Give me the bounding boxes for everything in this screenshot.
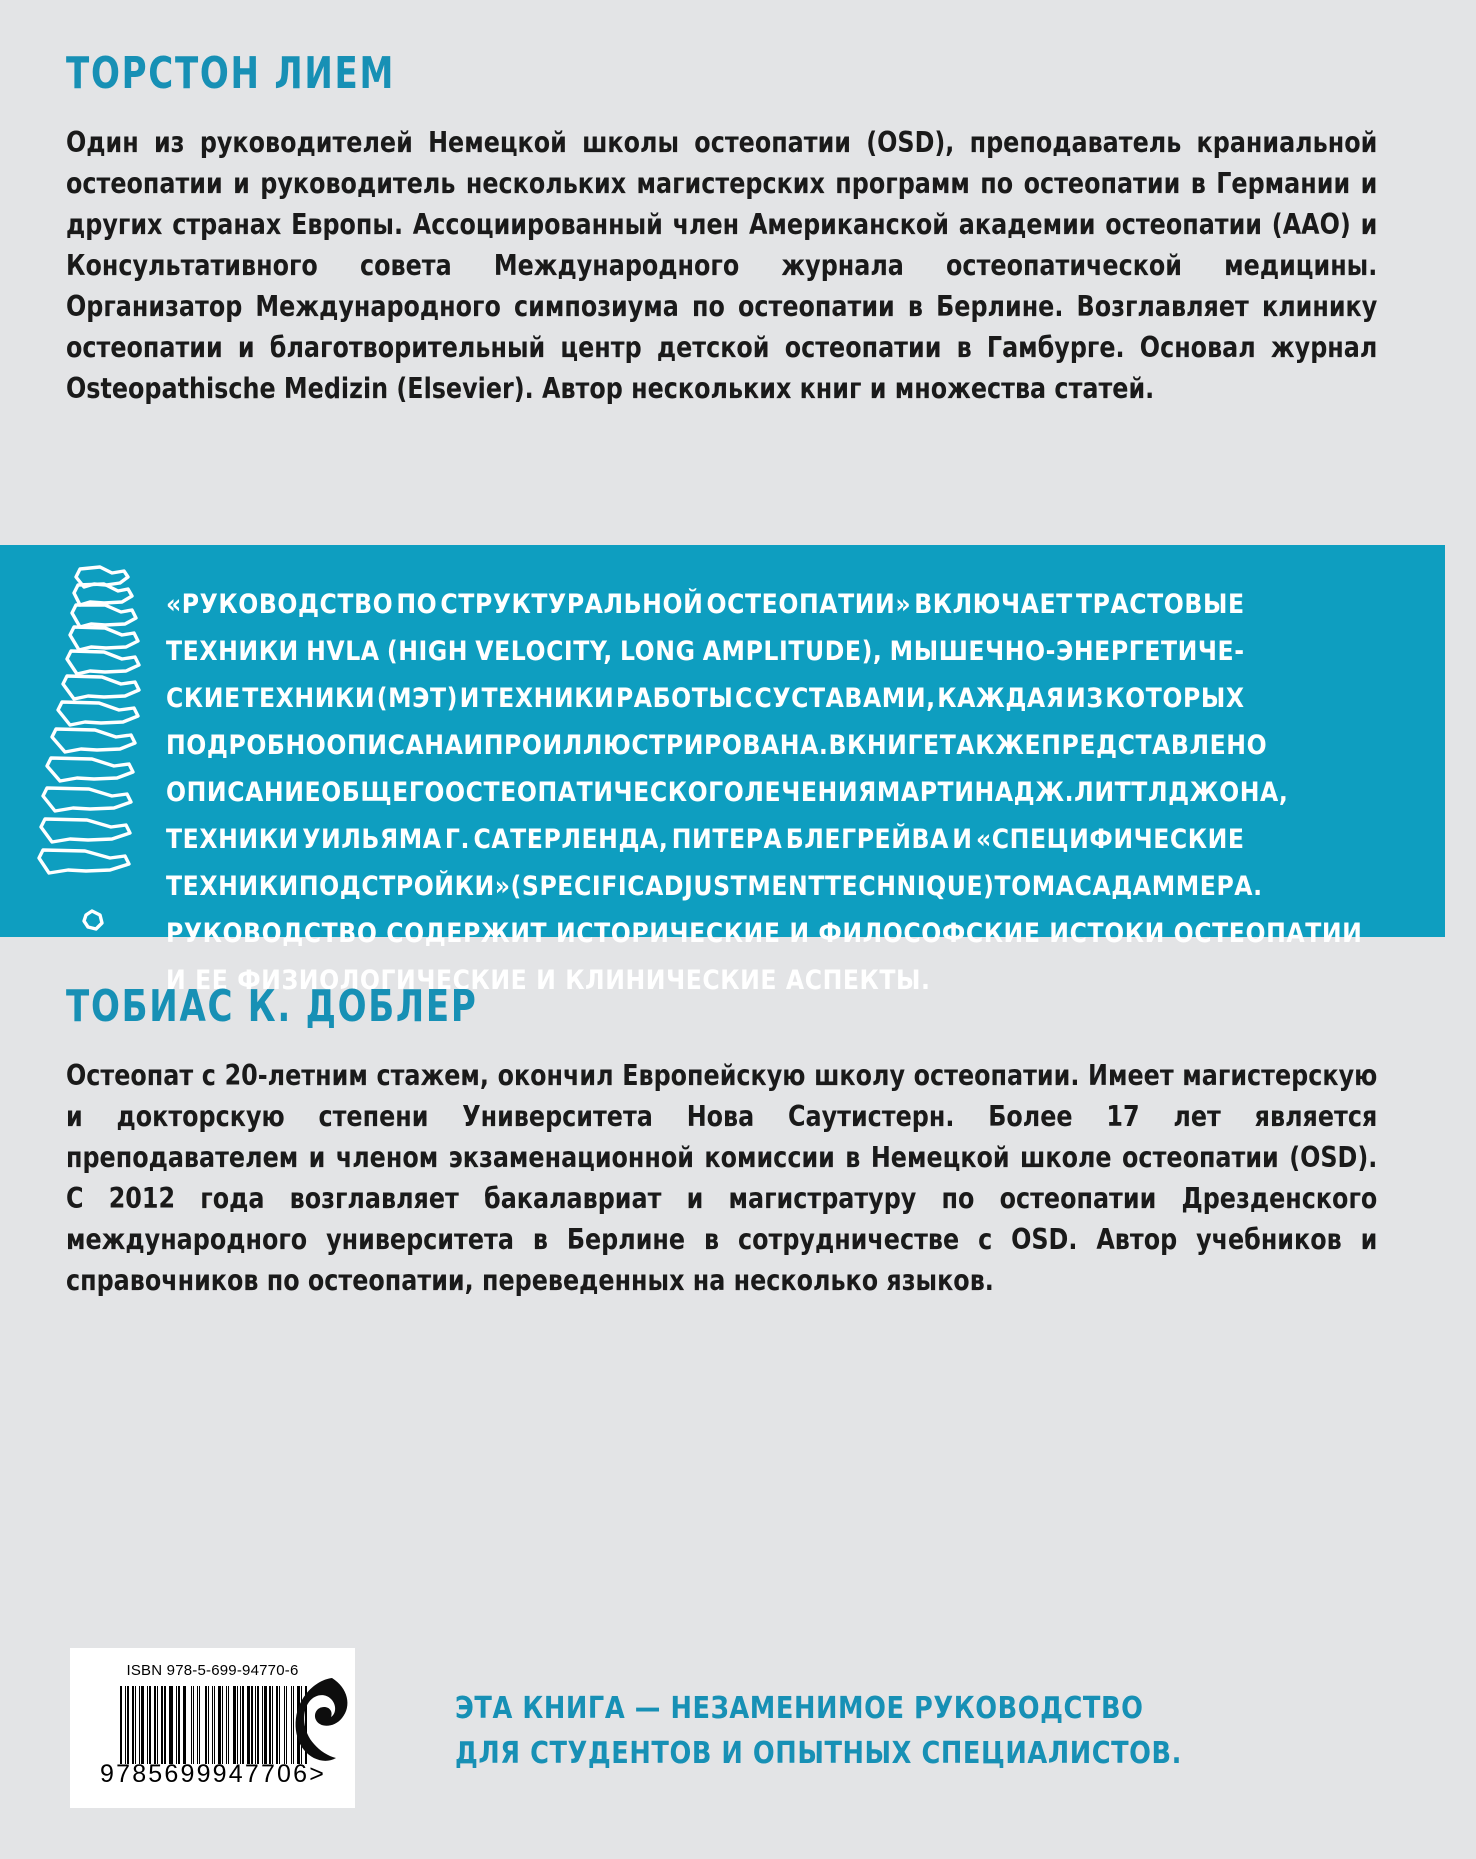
blurb-word: ПРЕДСТАВЛЕНО — [1041, 730, 1268, 761]
blurb-word: Г. — [444, 824, 471, 855]
blurb-word: HVLA — [306, 636, 380, 667]
blurb-word: ПРОИЛЛЮСТРИРОВАНА. — [483, 730, 829, 761]
blurb-word: ОСТЕОПАТИИ» — [706, 589, 912, 620]
blurb-word: ОПИСАНА — [326, 730, 464, 761]
barcode-digit: 7 — [260, 1760, 276, 1788]
blurb-line: И ЕЕ ФИЗИОЛОГИЧЕСКИЕ И КЛИНИЧЕСКИЕ АСПЕКТЫ. — [166, 965, 931, 996]
blurb-word: В — [828, 730, 848, 761]
blurb-word: TECHNIQUE) — [824, 871, 995, 902]
blurb-word: ПО — [396, 589, 438, 620]
barcode-digit: 7 — [244, 1760, 260, 1788]
blurb-word: МЫШЕЧНО-ЭНЕРГЕТИЧЕ- — [889, 636, 1245, 667]
blurb-word: ADJUSTMENT — [645, 871, 825, 902]
barcode-digit: 8 — [132, 1760, 148, 1788]
blurb-word: МАРТИНА — [876, 777, 1014, 808]
blurb-word: VELOCITY, — [475, 636, 613, 667]
blurb-word: СУСТАВАМИ, — [754, 683, 936, 714]
blurb-word: ПОДРОБНО — [166, 730, 327, 761]
blurb-word: ЛЕЧЕНИЯ — [744, 777, 877, 808]
blurb-line — [166, 816, 1245, 863]
blurb-text — [166, 581, 1363, 1004]
blurb-line — [166, 863, 1263, 910]
blurb-word: КНИГЕ — [847, 730, 940, 761]
blurb-word: РАБОТЫ — [615, 683, 734, 714]
blurb-word: ТЕХНИКИ — [166, 636, 299, 667]
blurb-line — [166, 769, 1289, 816]
tagline-line: ЭТА КНИГА — НЕЗАМЕНИМОЕ РУКОВОДСТВО — [455, 1691, 1144, 1726]
blurb-word: ОСТЕОПАТИЧЕСКОГО — [445, 777, 745, 808]
blurb-word: ВКЛЮЧАЕТ — [914, 589, 1073, 620]
spine-illustration — [44, 559, 164, 939]
blurb-word: ТЕХНИКИ — [166, 824, 299, 855]
blurb-word: КОТОРЫХ — [1105, 683, 1245, 714]
blurb-word: ОПИСАНИЕ — [166, 777, 322, 808]
barcode-digit: 5 — [148, 1760, 164, 1788]
barcode-digit: > — [309, 1760, 325, 1788]
blurb-word: ПОДСТРОЙКИ» — [298, 871, 511, 902]
barcode-digit: 9 — [212, 1760, 228, 1788]
blurb-line — [166, 581, 1245, 628]
blurb-word: ТОМАСА — [994, 871, 1112, 902]
author-one-bio-text: Один из руководителей Немецкой школы остеопатии (OSD), преподаватель краниальной остеопатии и руководитель нескольких магистерских программ по остеопатии в Германии и других странах Европы. Ассоциированный член Американской академии остеопатии (ААО) и Консультативного совета Международного журнала остеопатической медицины. Организатор Международного симпозиума по остеопатии в Берлине. Возглавляет клинику остеопатии и благотворительный центр детской остеопатии в Гамбурге. Основал журнал Osteopathische Medizin (Elsevier). Автор нескольких книг и множества статей. — [66, 126, 1378, 405]
barcode-digit: 9 — [100, 1760, 115, 1788]
blurb-word: «РУКОВОДСТВО — [166, 589, 394, 620]
author-two-name: ТОБИАС К. ДОБЛЕР — [66, 981, 478, 1032]
barcode-digit: 0 — [277, 1760, 292, 1788]
blurb-word: (SPECIFIC — [510, 871, 646, 902]
barcode-digit: 4 — [228, 1760, 244, 1788]
blurb-word: (МЭТ) — [376, 683, 459, 714]
blurb-word: ЛИТТЛДЖОНА, — [1074, 777, 1289, 808]
blurb-word: (HIGH — [386, 636, 469, 667]
isbn-label: ISBN 978-5-699-94770-6 — [126, 1662, 299, 1679]
blurb-panel — [0, 545, 1445, 996]
barcode-digit: 6 — [164, 1760, 180, 1788]
tagline — [455, 1686, 1220, 1776]
blurb-word: СКИЕ — [166, 683, 241, 714]
author-two-bio-text: Остеопат с 20-летним стажем, окончил Европейскую школу остеопатии. Имеет магистерскую и докторскую степени Университета Нова Саутистерн. Более 17 лет является преподавателем и членом экзаменационной комиссии в Немецкой школе остеопатии (OSD). С 2012 года возглавляет бакалавриат и магистратуру по остеопатии Дрезденского международного университета в Берлине в сотрудничестве с OSD. Автор учебников и справочников по остеопатии, переведенных на несколько языков. — [66, 1059, 1378, 1297]
blurb-word: ТАКЖЕ — [939, 730, 1042, 761]
blurb-word: УИЛЬЯМА — [302, 824, 442, 855]
blurb-word: ТЕХНИКИ — [242, 683, 376, 714]
barcode-digit: 7 — [116, 1760, 131, 1788]
blurb-word: И — [463, 730, 484, 761]
blurb-word: ПИТЕРА — [671, 824, 783, 855]
blurb-word: С — [734, 683, 753, 714]
blurb-word: КАЖДАЯ — [937, 683, 1065, 714]
author-two-bio — [66, 1055, 1377, 1301]
blurb-word: ОБЩЕГО — [321, 777, 446, 808]
author-one-name: ТОРСТОН ЛИЕМ — [66, 48, 396, 99]
blurb-word: И — [459, 683, 480, 714]
blurb-line: РУКОВОДСТВО СОДЕРЖИТ ИСТОРИЧЕСКИЕ И ФИЛОСОФСКИЕ ИСТОКИ ОСТЕОПАТИИ — [166, 918, 1363, 949]
author-two-block — [66, 981, 1476, 1301]
blurb-word: БЛЕГРЕЙВА — [785, 824, 949, 855]
blurb-word: СТРУКТУРАЛЬНОЙ — [440, 589, 704, 620]
blurb-word: ДЖ. — [1013, 777, 1075, 808]
barcode-digit: 6 — [293, 1760, 309, 1788]
blurb-word: ТЕХНИКИ — [481, 683, 615, 714]
blurb-line — [166, 628, 1245, 675]
blurb-line — [166, 675, 1245, 722]
blurb-word: «СПЕЦИФИЧЕСКИЕ — [975, 824, 1245, 855]
author-one-block — [66, 48, 1476, 409]
eksmo-logo — [292, 1672, 354, 1782]
barcode-digit: 9 — [180, 1760, 196, 1788]
blurb-word: ИЗ — [1066, 683, 1104, 714]
blurb-word: LONG — [620, 636, 696, 667]
barcode-digit: 9 — [196, 1760, 212, 1788]
blurb-word: ДАММЕРА. — [1111, 871, 1263, 902]
blurb-line — [166, 722, 1268, 769]
blurb-word: САТЕРЛЕНДА, — [473, 824, 669, 855]
author-one-bio — [66, 122, 1377, 409]
blurb-word: ТРАСТОВЫЕ — [1075, 589, 1245, 620]
blurb-word: AMPLITUDE), — [702, 636, 883, 667]
tagline-line: ДЛЯ СТУДЕНТОВ И ОПЫТНЫХ СПЕЦИАЛИСТОВ. — [455, 1736, 1182, 1771]
blurb-word: ТЕХНИКИ — [166, 871, 299, 902]
barcode-bars — [120, 1686, 308, 1764]
blurb-word: И — [952, 824, 973, 855]
